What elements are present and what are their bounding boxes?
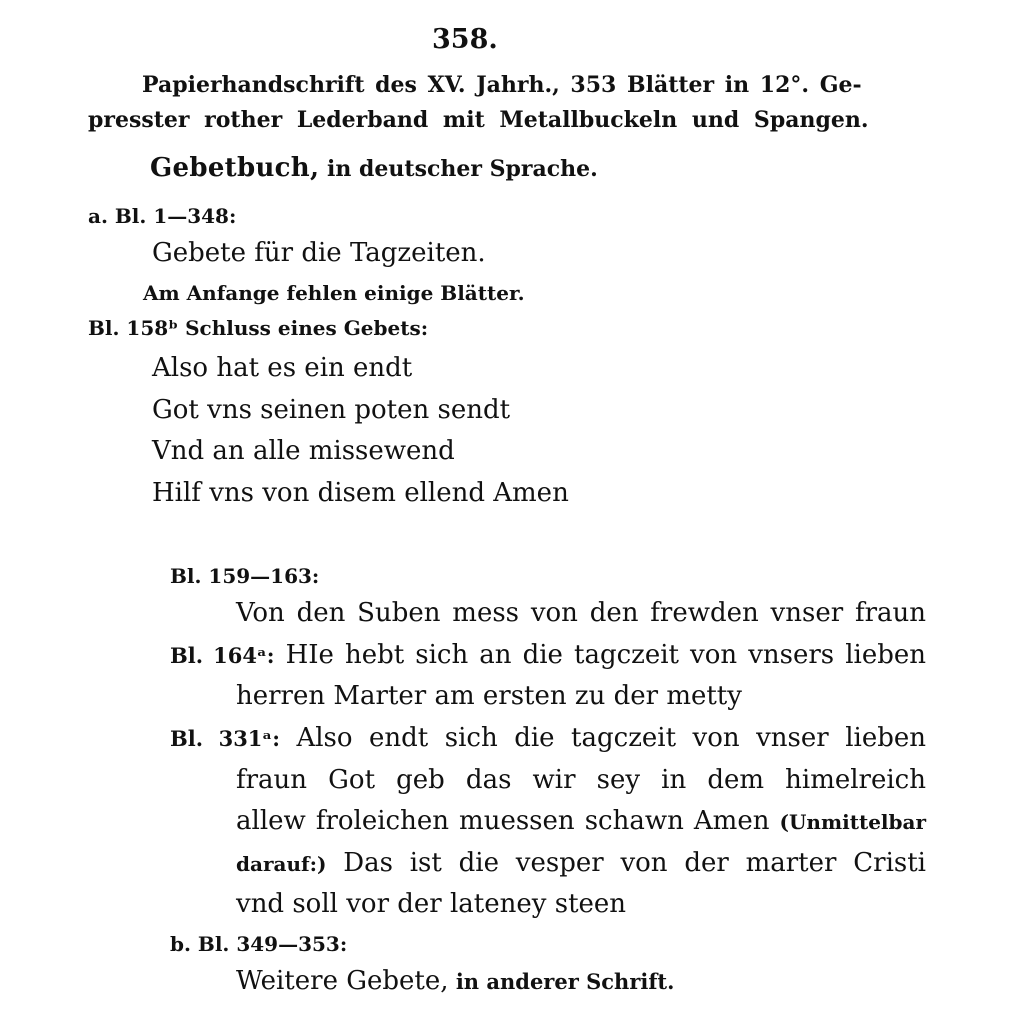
bl331-note-4: darauf:) xyxy=(236,852,327,876)
title-rest: in deutscher Sprache. xyxy=(319,156,598,182)
manuscript-title xyxy=(150,155,598,181)
bl331-line-5: vnd soll vor der lateney steen xyxy=(236,889,627,919)
bl164-line-2: herren Marter am ersten zu der metty xyxy=(236,681,742,711)
description-line-2: presster rother Lederband mit Metallbuckeln und Spangen. xyxy=(88,107,869,133)
verse-line: Vnd an alle missewend xyxy=(152,436,455,466)
section-b-heading: b. Bl. 349—353: xyxy=(170,932,348,956)
bl158-heading: Bl. 158ᵇ Schluss eines Gebets: xyxy=(88,316,429,340)
section-b-text-rest: in anderer Schrift. xyxy=(448,969,675,994)
bl164-text-1: HIe hebt sich an die tagczeit von vnsers lieben xyxy=(274,640,926,670)
bl331-text-1: Also endt sich die tagczeit von vnser lieben xyxy=(279,723,927,753)
verse-line: Got vns seinen poten sendt xyxy=(152,395,511,425)
bl159-text: Von den Suben mess von den frewden vnser fraun xyxy=(236,598,926,628)
bl331-line-1 xyxy=(170,725,926,751)
section-a-heading: a. Bl. 1—348: xyxy=(88,204,237,228)
bl331-note-3: (Unmittelbar xyxy=(779,810,926,834)
section-b-text xyxy=(236,968,674,994)
bl164-label: Bl. 164ᵃ: xyxy=(170,643,275,668)
description-line-1: Papierhandschrift des XV. Jahrh., 353 Blätter in 12°. Ge- xyxy=(142,72,862,98)
bl331-line-2: fraun Got geb das wir sey in dem himelreich xyxy=(236,765,926,795)
verse-line: Also hat es ein endt xyxy=(152,353,413,383)
bl331-line-3 xyxy=(236,808,926,834)
page-number: 358. xyxy=(432,24,498,55)
section-b-text-main: Weitere Gebete, xyxy=(236,966,449,996)
bl159-heading: Bl. 159—163: xyxy=(170,564,320,588)
bl331-text-3: allew froleichen muessen schawn Amen xyxy=(236,806,780,836)
title-main: Gebetbuch, xyxy=(150,153,320,183)
verse-line: Hilf vns von disem ellend Amen xyxy=(152,478,569,508)
bl164-line-1 xyxy=(170,642,926,668)
bl331-line-4 xyxy=(236,850,926,876)
bl331-text-4: Das ist die vesper von der marter Cristi xyxy=(326,848,926,878)
bl331-label: Bl. 331ᵃ: xyxy=(170,726,280,751)
section-a-note: Am Anfange fehlen einige Blätter. xyxy=(143,281,525,305)
section-a-text: Gebete für die Tagzeiten. xyxy=(152,238,486,268)
